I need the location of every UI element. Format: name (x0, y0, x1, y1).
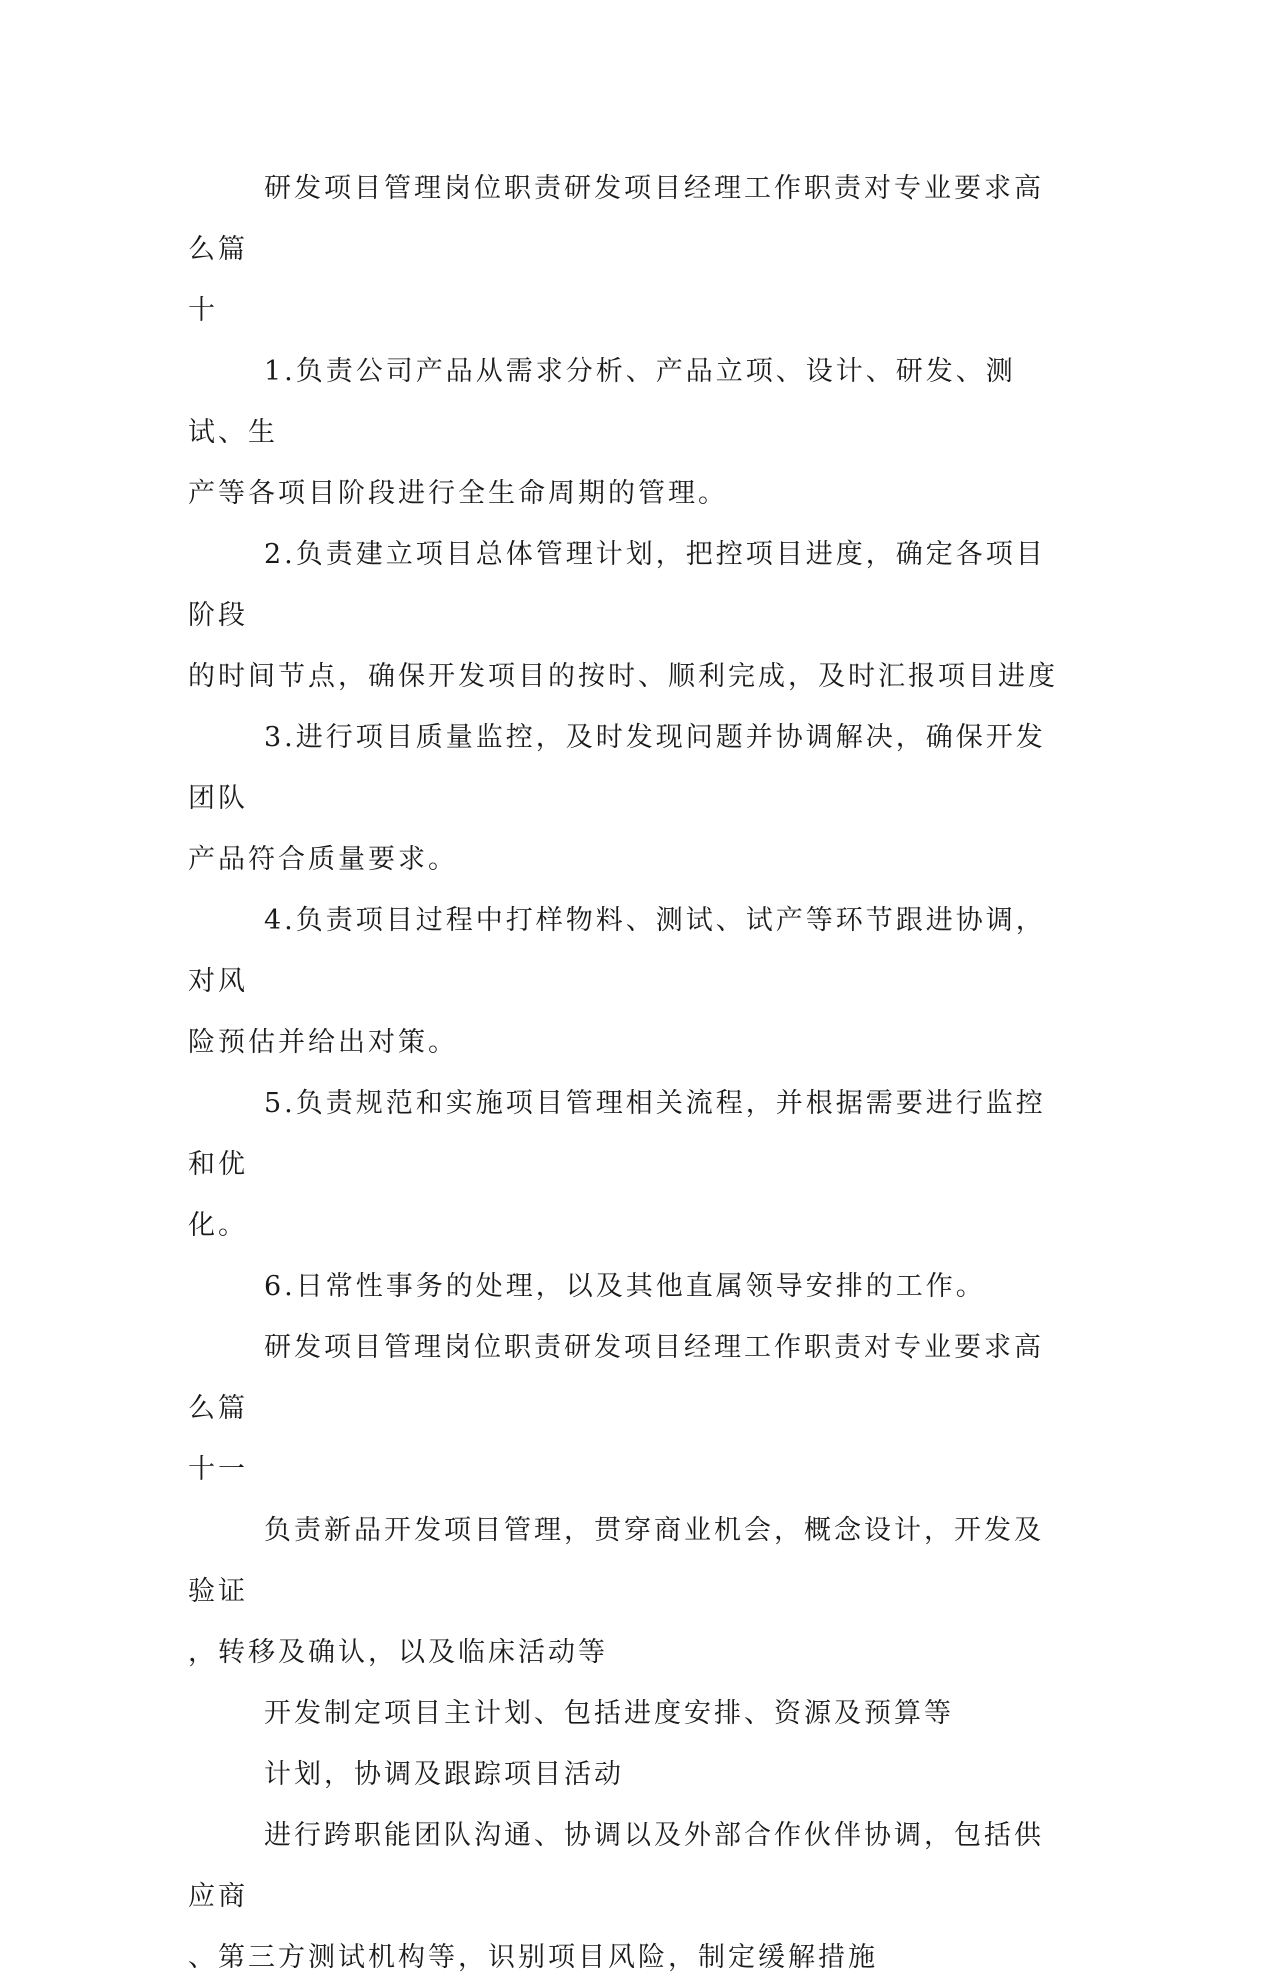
text-line: 5.负责规范和实施项目管理相关流程，并根据需要进行监控和优 (188, 1088, 1046, 1180)
text-line: 化。 (188, 1210, 248, 1241)
paragraph-item-2 (188, 524, 1068, 707)
text-line: ，转移及确认，以及临床活动等 (188, 1637, 608, 1668)
text-line: 4.负责项目过程中打样物料、测试、试产等环节跟进协调，对风 (188, 905, 1046, 997)
text-line: 的时间节点，确保开发项目的按时、顺利完成，及时汇报项目进度 (188, 661, 1058, 692)
text-line: 产品符合质量要求。 (188, 844, 458, 875)
text-line: 2.负责建立项目总体管理计划，把控项目进度，确定各项目阶段 (188, 539, 1046, 631)
paragraph-duty-1 (188, 1500, 1068, 1683)
text-line: 险预估并给出对策。 (188, 1027, 458, 1058)
text-line: 1.负责公司产品从需求分析、产品立项、设计、研发、测试、生 (188, 356, 1016, 448)
paragraph-item-3 (188, 707, 1068, 890)
text-line: 十 (188, 295, 218, 326)
paragraph-item-1 (188, 341, 1068, 524)
text-line: 、第三方测试机构等，识别项目风险，制定缓解措施 (188, 1942, 878, 1973)
text-line: 研发项目管理岗位职责研发项目经理工作职责对专业要求高么篇 (188, 173, 1044, 265)
paragraph-heading-11 (188, 1317, 1068, 1500)
text-line: 3.进行项目质量监控，及时发现问题并协调解决，确保开发团队 (188, 722, 1046, 814)
text-line: 研发项目管理岗位职责研发项目经理工作职责对专业要求高么篇 (188, 1332, 1044, 1424)
paragraph-duty-3 (188, 1744, 1068, 1805)
paragraph-duty-4 (188, 1805, 1068, 1988)
paragraph-item-6 (188, 1256, 1068, 1317)
text-line: 开发制定项目主计划、包括进度安排、资源及预算等 (264, 1698, 954, 1729)
text-line: 产等各项目阶段进行全生命周期的管理。 (188, 478, 728, 509)
paragraph-item-5 (188, 1073, 1068, 1256)
text-line: 负责新品开发项目管理，贯穿商业机会，概念设计，开发及验证 (188, 1515, 1044, 1607)
text-line: 计划，协调及跟踪项目活动 (264, 1759, 624, 1790)
text-line: 十一 (188, 1454, 248, 1485)
document-body (188, 158, 1068, 1988)
paragraph-heading-10 (188, 158, 1068, 341)
paragraph-duty-2 (188, 1683, 1068, 1744)
text-line: 6.日常性事务的处理，以及其他直属领导安排的工作。 (264, 1271, 986, 1302)
paragraph-item-4 (188, 890, 1068, 1073)
text-line: 进行跨职能团队沟通、协调以及外部合作伙伴协调，包括供应商 (188, 1820, 1044, 1912)
